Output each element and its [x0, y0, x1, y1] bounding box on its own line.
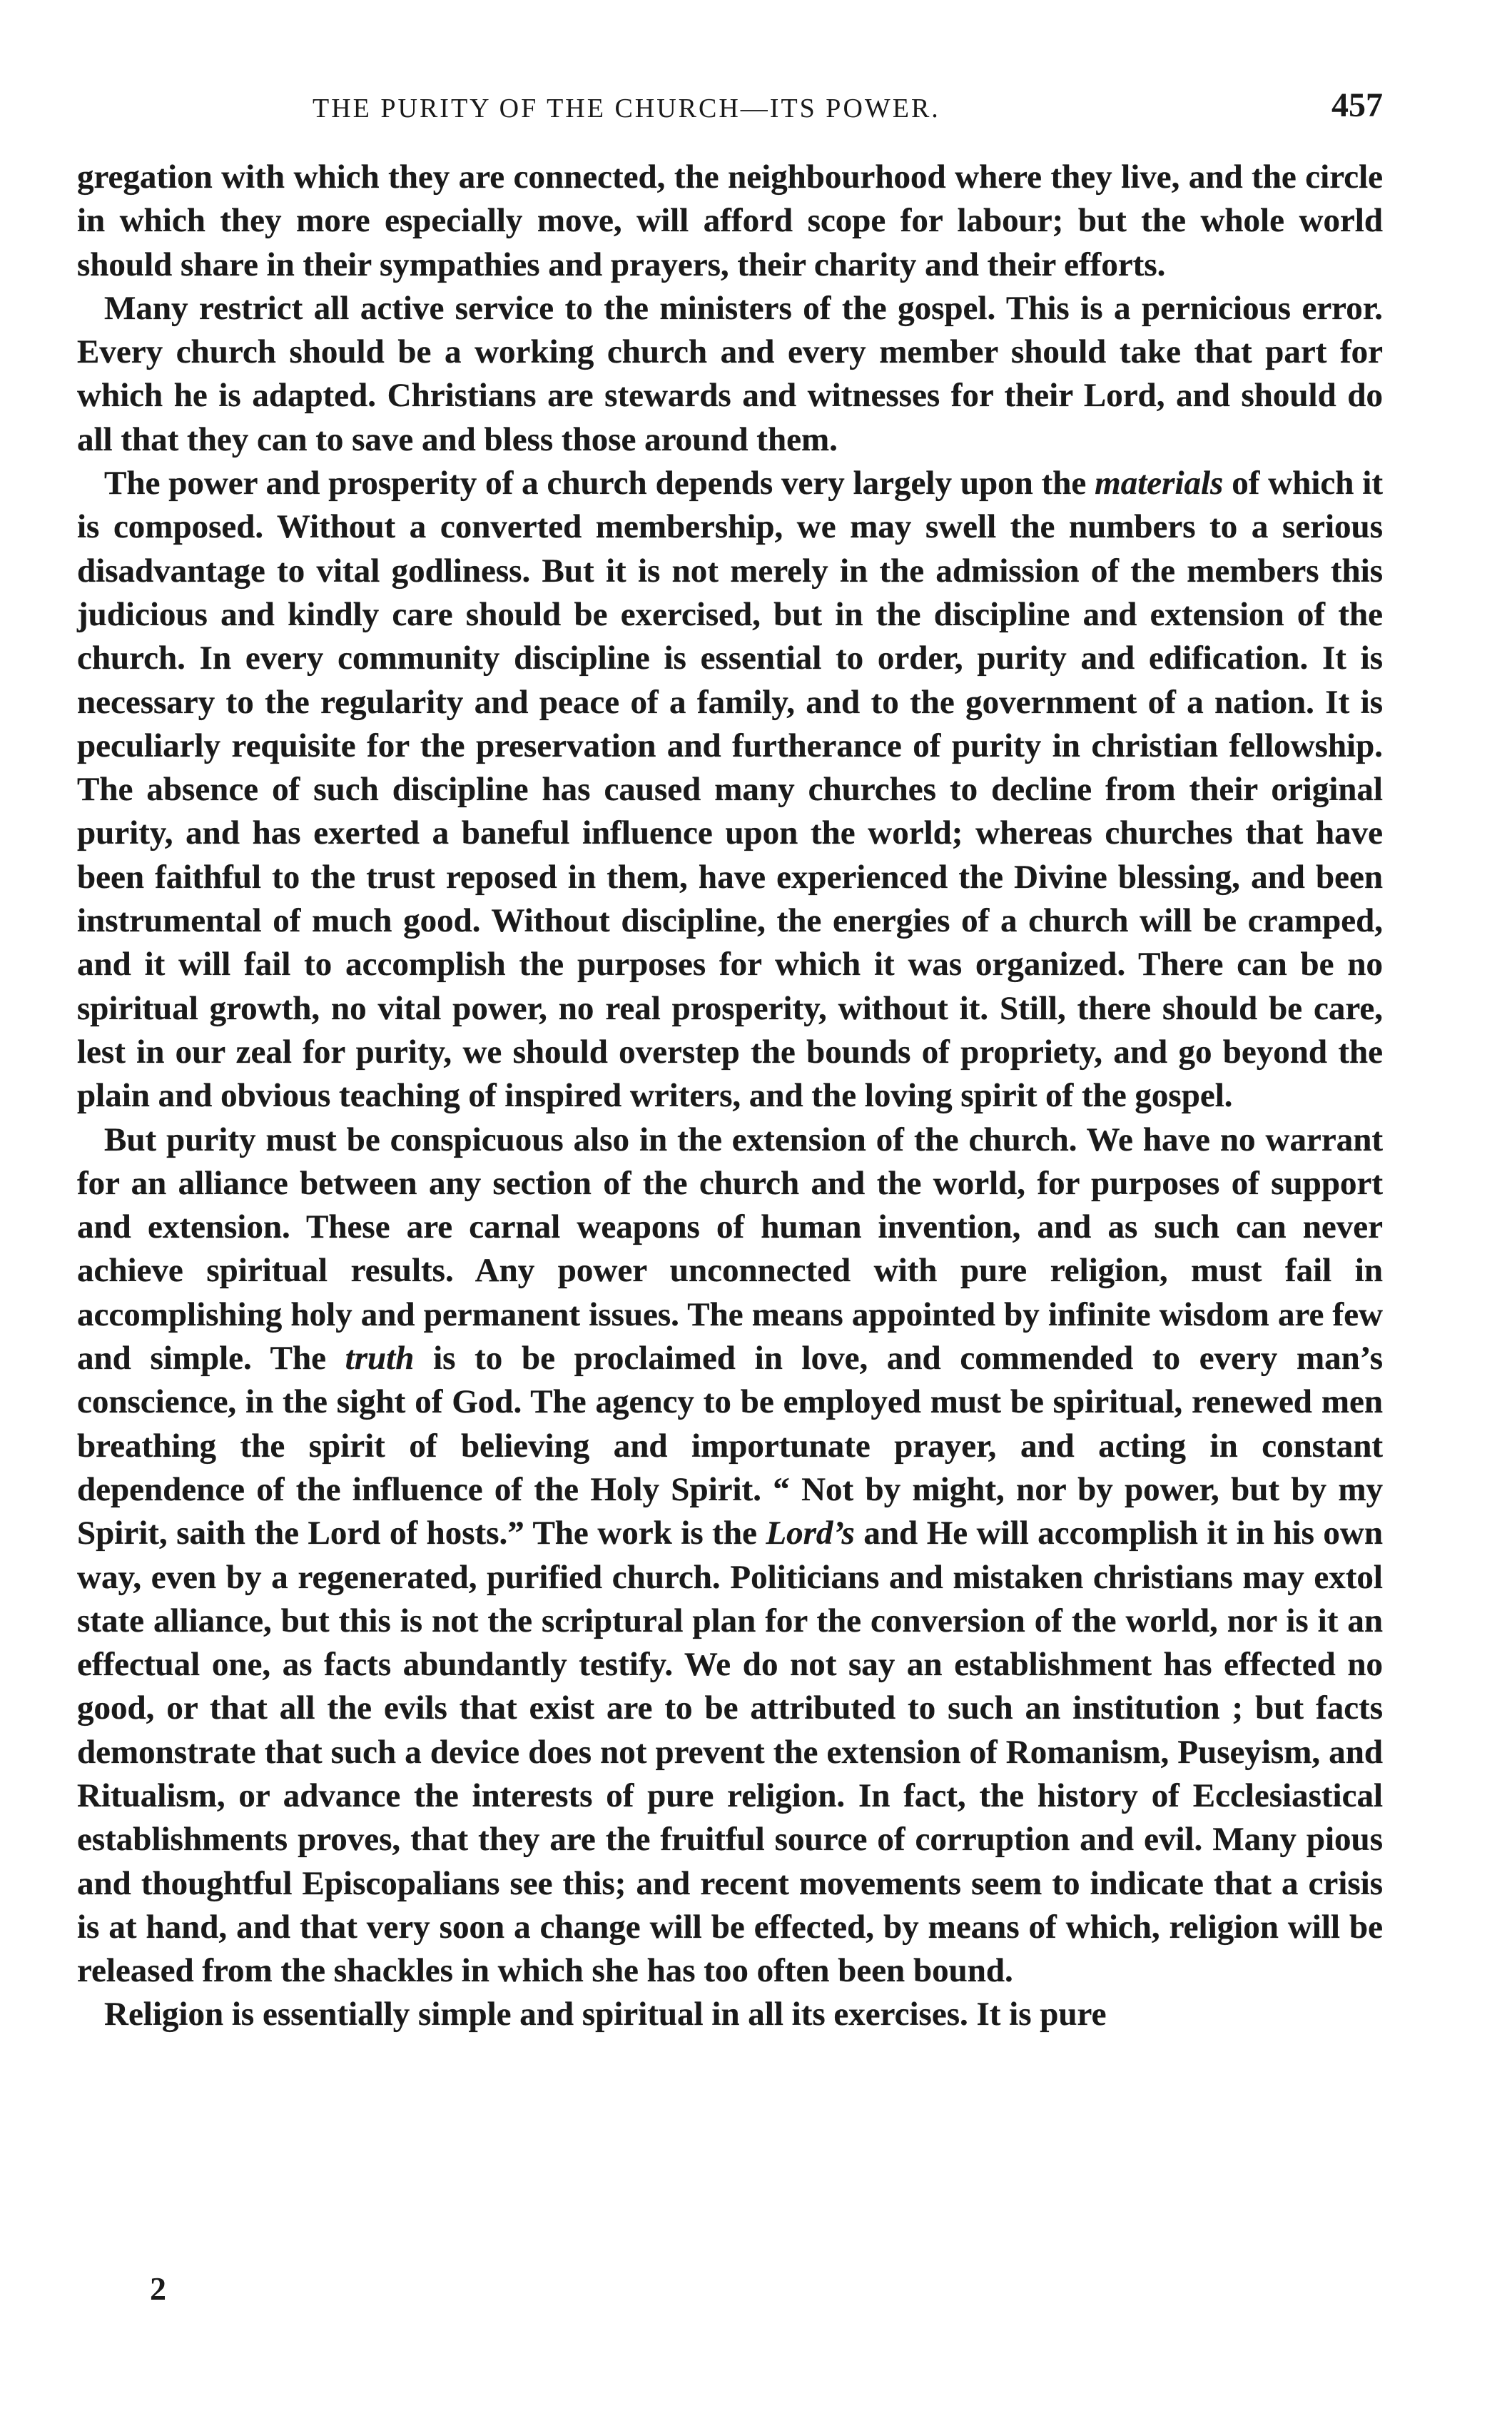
paragraph-text: Many restrict all active service to the ministers of the gospel. This is a pernicious error. Every church should be a working church and every member should take that part for which he is adapted. Christians are stewards and witnesses for their Lord, and should do all that they can to save and bless those around them.: [77, 289, 1383, 458]
signature-mark: 2: [150, 2270, 166, 2307]
paragraph: [77, 156, 1383, 287]
paragraph: [77, 1118, 1383, 1993]
page-number: 457: [1331, 86, 1383, 124]
body-text: [77, 156, 1383, 2037]
italic-text: materials: [1095, 465, 1224, 502]
paragraph-text: gregation with which they are connected, the neighbourhood where they live, and the circle in which they more especially move, will afford scope for labour; but the whole world should share in their sympathies and prayers, their charity and their efforts.: [77, 158, 1383, 283]
paragraph-text: of which it is composed. Without a converted membership, we may swell the numbers to a serious disadvantage to vital godliness. But it is not merely in the admission of the members this judicious and kindly care should be exercised, but in the discipline and extension of the church. In every community discipline is essential to order, purity and edification. It is necessary to the regularity and peace of a family, and to the government of a nation. It is peculiarly requisite for the preservation and furtherance of purity in christian fellowship. The absence of such discipline has caused many churches to decline from their original purity, and has exerted a baneful influence upon the world; whereas churches that have been faithful to the trust reposed in them, have experienced the Divine blessing, and been instrumental of much good. Without discipline, the energies of a church will be cramped, and it will fail to accomplish the purposes for which it was organized. There can be no spiritual growth, no vital power, no real prosperity, without it. Still, there should be care, lest in our zeal for purity, we should overstep the bounds of propriety, and go beyond the plain and obvious teaching of inspired writers, and the loving spirit of the gospel.: [77, 465, 1384, 1115]
paragraph: [77, 1993, 1383, 2036]
italic-text: truth: [345, 1340, 415, 1378]
paragraph-text: and He will accomplish it in his own way, even by a regenerated, purified church. Politicians and mistaken christians may extol state alliance, but this is not the scriptural plan for the conversion of the world, nor is it an effectual one, as facts abundantly testify. We do not say an establishment has effected no good, or that all the evils that exist are to be attributed to such an institution ; but facts demonstrate that such a device does not prevent the extension of Romanism, Puseyism, and Ritualism, or advance the interests of pure religion. In fact, the history of Ecclesiastical establishments proves, that they are the fruitful source of corruption and evil. Many pious and thoughtful Episcopalians see this; and recent movements seem to indicate that a crisis is at hand, and that very soon a change will be effected, by means of which, religion will be released from the shackles in which she has too often been bound.: [77, 1515, 1383, 1990]
book-page: [77, 86, 1383, 2037]
italic-text: Lord’s: [766, 1515, 855, 1552]
paragraph-text: is to be proclaimed in love, and commended to every man’s conscience, in the sight of God. The agency to be employed must be spiritual, renewed men breathing the spirit of believing and importunate prayer, and acting in constant dependence of the influence of the Holy Spirit. “ Not by might, nor by power, but by my Spirit, saith the Lord of hosts.” The work is the: [77, 1340, 1383, 1552]
paragraph: [77, 462, 1383, 1118]
running-head: [77, 86, 1383, 143]
running-title: THE PURITY OF THE CHURCH—ITS POWER.: [313, 94, 940, 123]
paragraph-text: But purity must be conspicuous also in the extension of the church. We have no warrant for an alliance between any section of the church and the world, for purposes of support and extension. These are carnal weapons of human invention, and as such can never achieve spiritual results. Any power unconnected with pure religion, must fail in accomplishing holy and permanent issues. The means appointed by infinite wisdom are few and simple. The: [77, 1121, 1383, 1378]
paragraph: [77, 287, 1383, 462]
paragraph-text: The power and prosperity of a church depends very largely upon the: [104, 465, 1095, 502]
paragraph-text: Religion is essentially simple and spiritual in all its exercises. It is pure: [104, 1996, 1107, 2033]
